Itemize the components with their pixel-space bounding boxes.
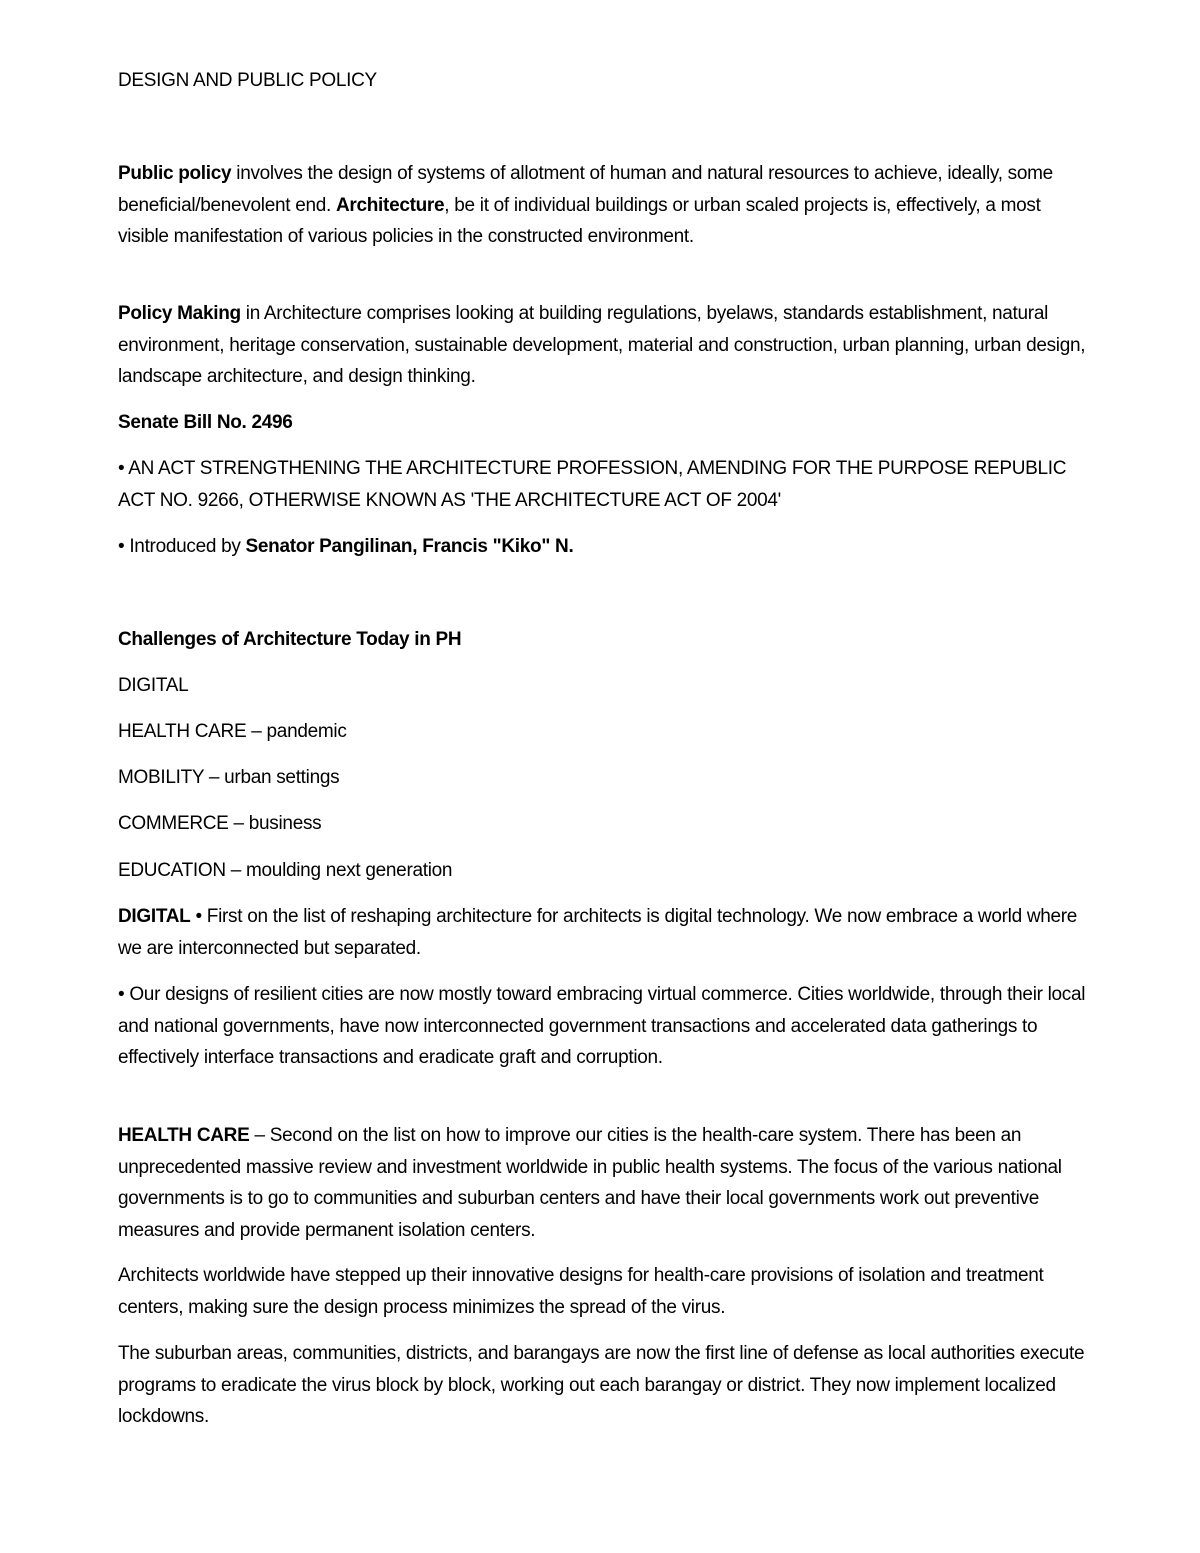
author-name: Senator Pangilinan, Francis "Kiko" N.	[245, 536, 574, 557]
policy-making-definition: in Architecture comprises looking at building regulations, byelaws, standards establishment, natural environment, heritage conservation, sustainable development, material and construction, urban planning, urban design, landscape architecture, and design thinking.	[118, 303, 1086, 387]
suburban-areas-paragraph: The suburban areas, communities, districts, and barangays are now the first line of defense as local authorities execute programs to eradicate the virus block by block, working out each barangay or district. They now implement localized lockdowns.	[118, 1343, 1085, 1427]
document-header: DESIGN AND PUBLIC POLICY	[118, 70, 377, 91]
digital-resilient-cities-paragraph: • Our designs of resilient cities are now mostly toward embracing virtual commerce. Cities worldwide, through their local and national governments, have now interconnected government transactions and accelerated data gatherings to effectively interface transactions and eradicate graft and corruption.	[118, 984, 1086, 1068]
digital-paragraph	[118, 901, 1093, 964]
architecture-term: Architecture	[335, 194, 445, 216]
health-care-term: HEALTH CARE	[118, 1125, 250, 1146]
digital-description: • First on the list of reshaping architecture for architects is digital technology. We now embrace a world where we are interconnected but separated.	[118, 906, 1078, 959]
author-prefix: • Introduced by	[118, 536, 246, 557]
policy-making-paragraph	[118, 298, 1093, 393]
public-policy-term: Public policy	[118, 163, 232, 184]
senate-bill-author-item	[118, 531, 1093, 563]
policy-making-term: Policy Making	[118, 303, 241, 324]
challenge-item-education: EDUCATION – moulding next generation	[118, 860, 453, 881]
challenge-item-health-care: HEALTH CARE – pandemic	[118, 721, 347, 742]
challenges-heading: Challenges of Architecture Today in PH	[118, 629, 462, 650]
challenge-item-commerce: COMMERCE – business	[118, 813, 322, 834]
health-care-description: – Second on the list on how to improve our cities is the health-care system. There has been an unprecedented massive review and investment worldwide in public health systems. The focus of the various national governments is to go to communities and suburban centers and have their local governments work out preventive measures and provide permanent isolation centers.	[118, 1125, 1062, 1241]
senate-bill-heading: Senate Bill No. 2496	[118, 412, 293, 433]
architects-health-care-paragraph: Architects worldwide have stepped up their innovative designs for health-care provisions of isolation and treatment centers, making sure the design process minimizes the spread of the virus.	[118, 1265, 1044, 1318]
public-policy-definition: involves the design of systems of allotment of human and natural resources to achieve, ideally, some beneficial/benevolent end.	[118, 163, 1053, 216]
challenge-item-mobility: MOBILITY – urban settings	[118, 767, 340, 788]
challenge-item-digital: DIGITAL	[118, 675, 189, 696]
architecture-definition: , be it of individual buildings or urban scaled projects is, effectively, a most visible manifestation of various policies in the constructed environment.	[118, 194, 1041, 247]
health-care-paragraph	[118, 1120, 1093, 1246]
public-policy-paragraph	[118, 158, 1093, 253]
digital-term: DIGITAL	[118, 906, 191, 927]
senate-bill-title-item: • AN ACT STRENGTHENING THE ARCHITECTURE PROFESSION, AMENDING FOR THE PURPOSE REPUBLIC ACT NO. 9266, OTHERWISE KNOWN AS 'THE ARCHITECTURE ACT OF 2004'	[118, 458, 1067, 511]
